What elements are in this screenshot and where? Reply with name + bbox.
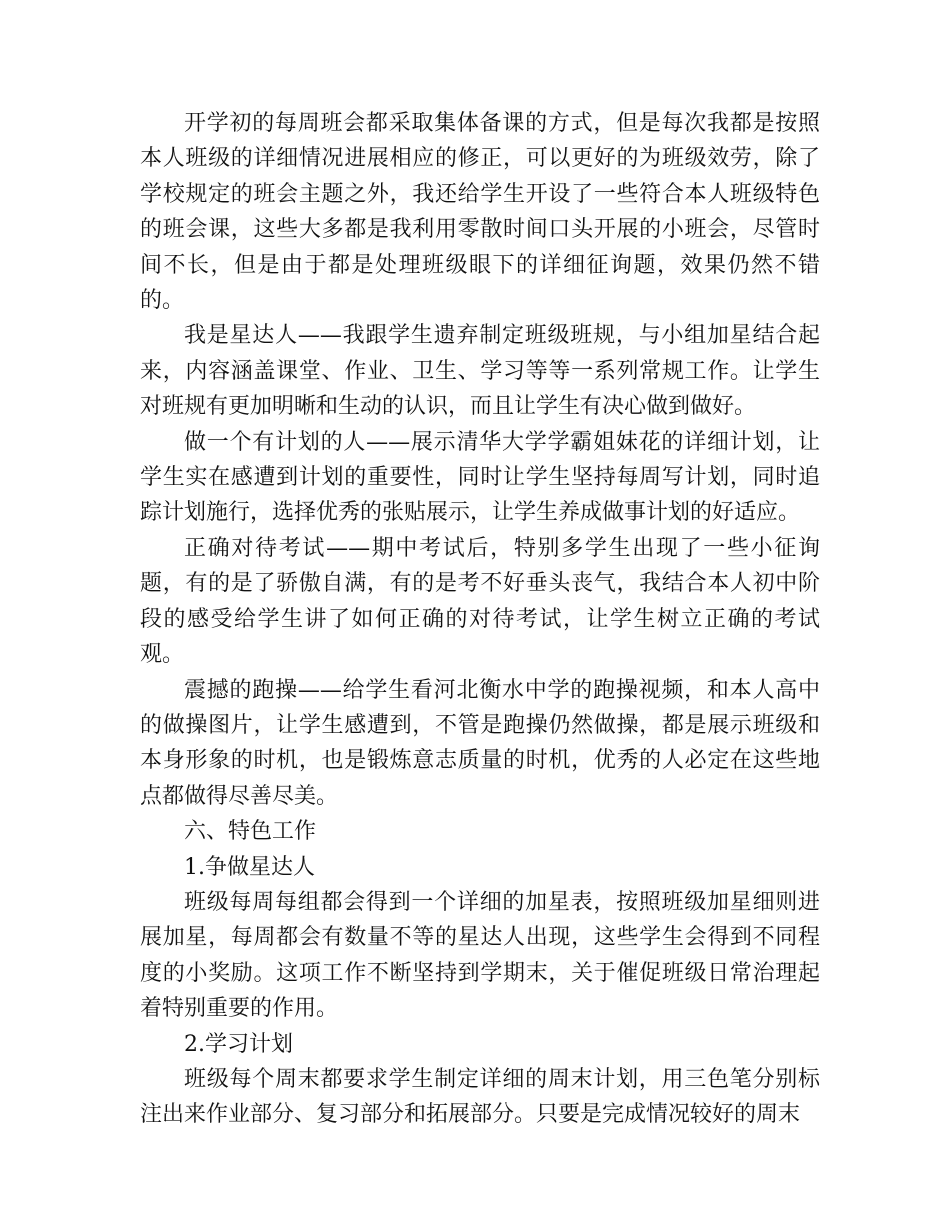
paragraph-planning: 做一个有计划的人——展示清华大学学霸姐妹花的详细计划，让学生实在感遭到计划的重要性，同时让学生坚持每周写计划，同时追踪计划施行，选择优秀的张贴展示，让学生养成做事计划的好适应。 — [140, 429, 820, 526]
paragraph-star-person: 我是星达人——我跟学生遗弃制定班级班规，与小组加星结合起来，内容涵盖课堂、作业、卫生、学习等等一系列常规工作。让学生对班规有更加明晰和生动的认识，而且让学生有决心做到做好。 — [140, 323, 820, 420]
section-heading-special-work: 六、特色工作 — [184, 819, 317, 845]
subheading-star-person: 1.争做星达人 — [184, 854, 315, 880]
paragraph-class-meeting: 开学初的每周班会都采取集体备课的方式，但是每次我都是按照本人班级的详细情况进展相应的修正，可以更好的为班级效劳，除了学校规定的班会主题之外，我还给学生开设了一些符合本人班级特色的班会课，这些大多都是我利用零散时间口头开展的小班会，尽管时间不长，但是由于都是处理班级眼下的详细征询题，效果仍然不错的。 — [140, 111, 820, 314]
paragraph-weekend-plan: 班级每个周末都要求学生制定详细的周末计划，用三色笔分别标注出来作业部分、复习部分和拓展部分。只要是完成情况较好的周末 — [140, 1066, 820, 1128]
subheading-study-plan: 2.学习计划 — [184, 1031, 293, 1057]
document-page — [140, 106, 820, 1133]
paragraph-star-table: 班级每周每组都会得到一个详细的加星表，按照班级加星细则进展加星，每周都会有数量不等的星达人出现，这些学生会得到不同程度的小奖励。这项工作不断坚持到学期末，关于催促班级日常治理起着特别重要的作用。 — [140, 889, 820, 1022]
paragraph-running-exercise: 震撼的跑操——给学生看河北衡水中学的跑操视频，和本人高中的做操图片，让学生感遭到，不管是跑操仍然做操，都是展示班级和本身形象的时机，也是锻炼意志质量的时机，优秀的人必定在这些地点都做得尽善尽美。 — [140, 677, 820, 809]
paragraph-exams: 正确对待考试——期中考试后，特别多学生出现了一些小征询题，有的是了骄傲自满，有的是考不好垂头丧气，我结合本人初中阶段的感受给学生讲了如何正确的对待考试，让学生树立正确的考试观。 — [140, 535, 820, 668]
